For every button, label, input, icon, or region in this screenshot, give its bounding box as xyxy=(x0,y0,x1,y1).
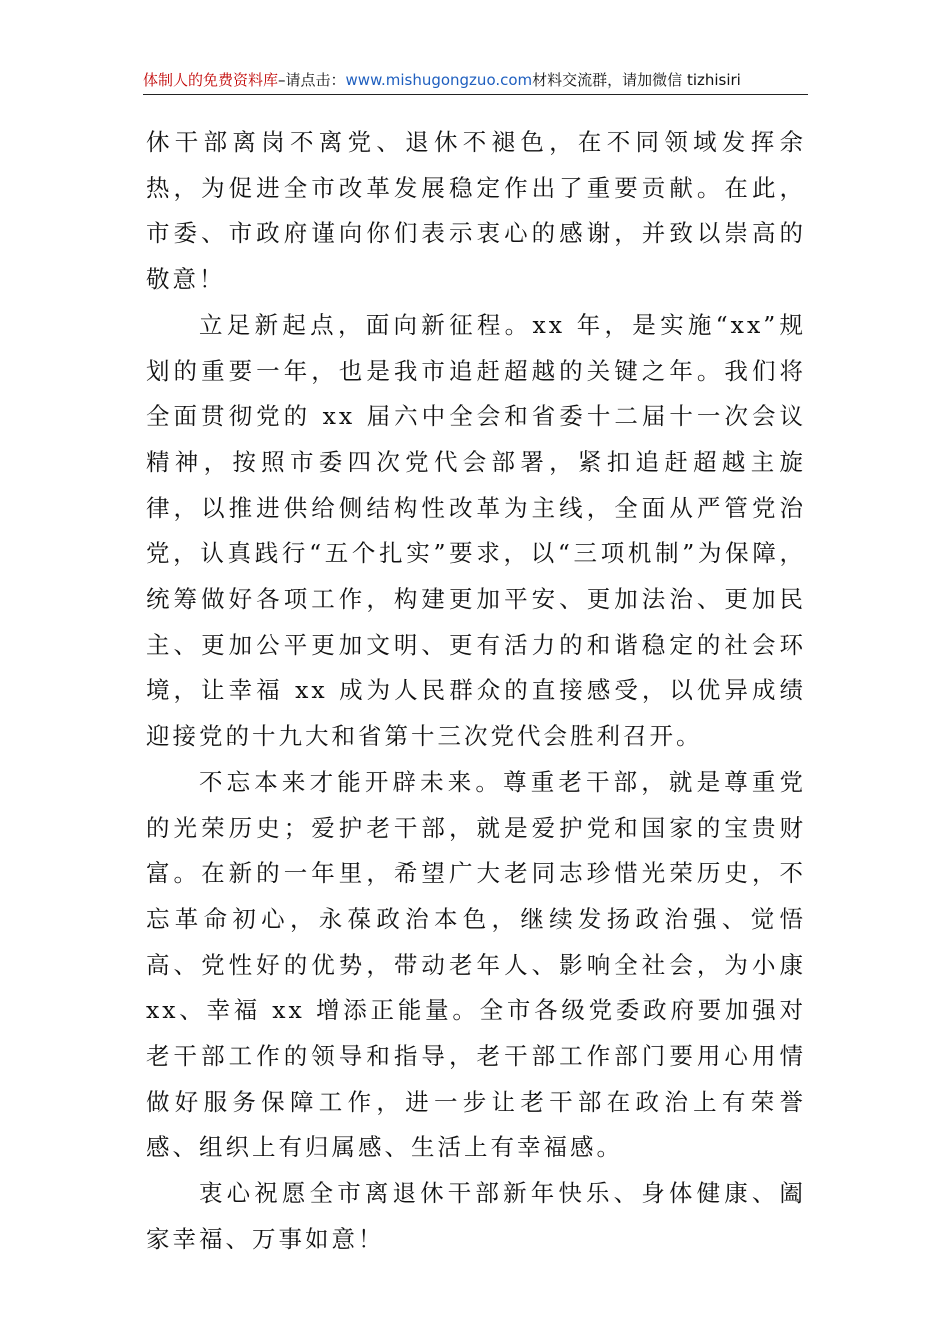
header-website-link[interactable]: www.mishugongzuo.com xyxy=(345,71,533,89)
paragraph-closing-wishes: 衷心祝愿全市离退休干部新年快乐、身体健康、阖家幸福、万事如意！ xyxy=(146,1179,806,1253)
header-brand-text: 体制人的免费资料库 xyxy=(143,71,279,89)
document-body xyxy=(146,120,806,1263)
header-wechat-text: 材料交流群，请加微信 tizhisiri xyxy=(532,71,741,89)
page-header xyxy=(143,66,808,95)
header-prompt-text: –请点击： xyxy=(278,71,346,89)
paragraph-new-journey: 立足新起点，面向新征程。xx 年，是实施“xx”规划的重要一年，也是我市追赶超越的关键之年。我们将全面贯彻党的 xx 届六中全会和省委十二届十一次会议精神，按照市委四次党代会部署，紧扣追赶超越主旋律，以推进供给侧结构性改革为主线，全面从严管党治党，认真践行“五个扎实”要求，以“三项机制”为保障，统筹做好各项工作，构建更加平安、更加法治、更加民主、更加公平更加文明、更有活力的和谐稳定的社会环境，让幸福 xx 成为人民群众的直接感受，以优异成绩迎接党的十九大和省第十三次党代会胜利召开。 xyxy=(146,310,806,751)
paragraph-respect-veterans: 不忘本来才能开辟未来。尊重老干部，就是尊重党的光荣历史；爱护老干部，就是爱护党和国家的宝贵财富。在新的一年里，希望广大老同志珍惜光荣历史，不忘革命初心，永葆政治本色，继续发扬政治强、觉悟高、党性好的优势，带动老年人、影响全社会，为小康 xx、幸福 xx 增添正能量。全市各级党委政府要加强对老干部工作的领导和指导，老干部工作部门要用心用情做好服务保障工作，进一步让老干部在政治上有荣誉感、组织上有归属感、生活上有幸福感。 xyxy=(146,767,806,1162)
paragraph-continuation: 休干部离岗不离党、退休不褪色，在不同领域发挥余热，为促进全市改革发展稳定作出了重要贡献。在此，市委、市政府谨向你们表示衷心的感谢，并致以崇高的敬意！ xyxy=(146,128,806,294)
